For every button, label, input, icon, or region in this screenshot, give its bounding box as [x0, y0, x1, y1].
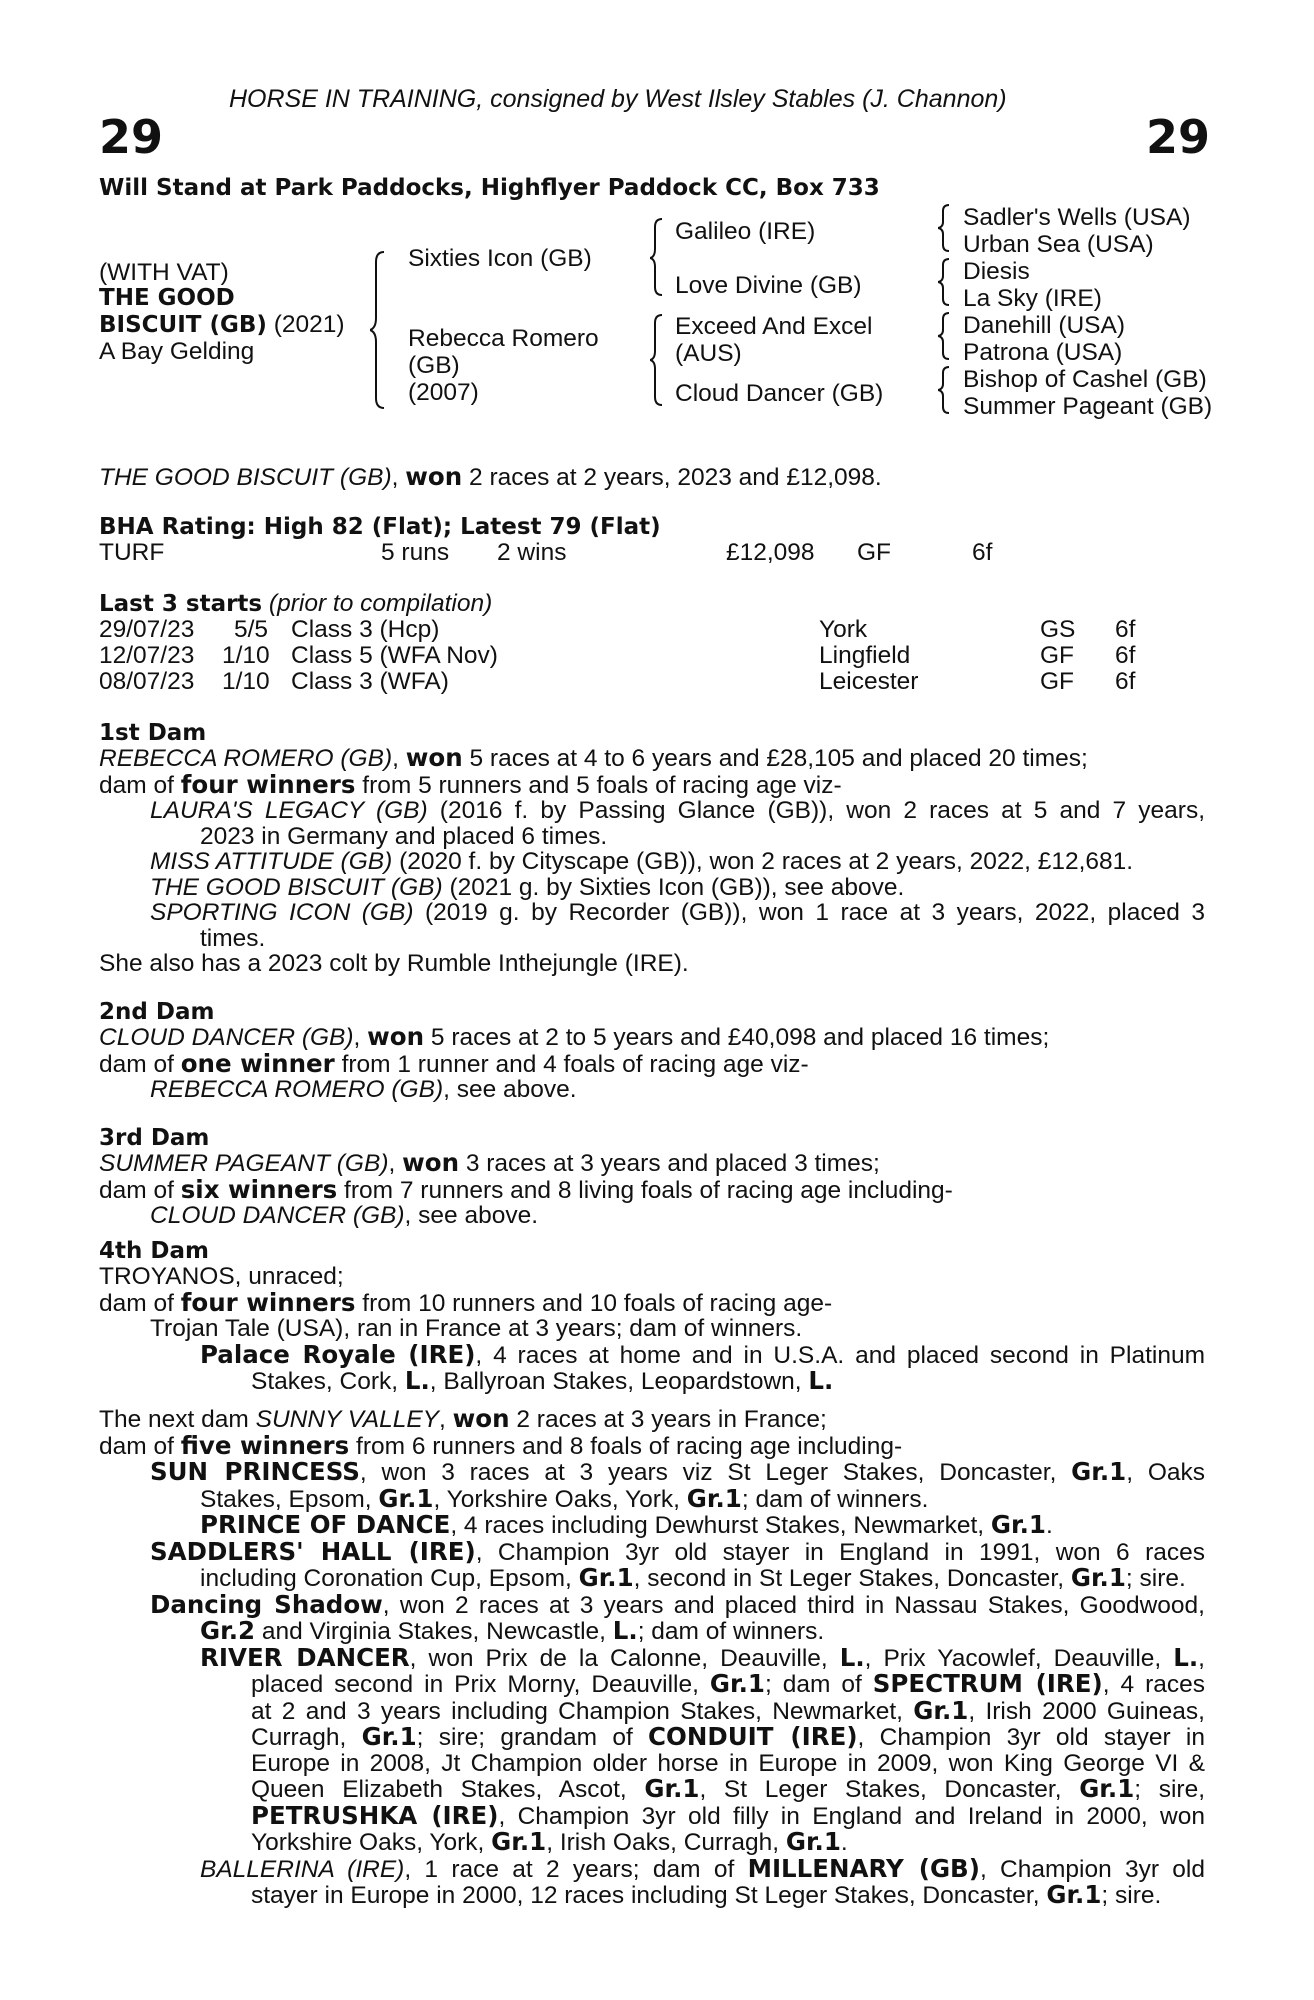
pedigree-sdd: La Sky (IRE): [963, 285, 1102, 312]
dam1-produce: LAURA'S LEGACY (GB) (2016 f. by Passing Glance (GB)), won 2 races at 5 and 7 years,: [150, 797, 1205, 824]
pedigree-ddd: Summer Pageant (GB): [963, 393, 1213, 420]
lot-number-right: 29: [1146, 110, 1211, 164]
pedigree-brace-6: [938, 311, 952, 361]
start-class: Class 5 (WFA Nov): [291, 642, 498, 669]
start-going: GF: [1040, 642, 1075, 669]
pedigree-dam-line2: (GB): [408, 352, 460, 379]
dam4-heading: 4th Dam: [99, 1238, 209, 1264]
pedigree-brace-4: [938, 203, 952, 253]
start-position: 5/5: [234, 616, 269, 643]
start-date: 12/07/23: [99, 642, 195, 669]
rating-surface: TURF: [99, 539, 165, 566]
bha-rating: BHA Rating: High 82 (Flat); Latest 79 (Flat): [99, 514, 661, 540]
pedigree-dsd: Patrona (USA): [963, 339, 1123, 366]
start-class: Class 3 (WFA): [291, 668, 449, 695]
saddlers-hall-entry: SADDLERS' HALL (IRE), Champion 3yr old stayer in England in 1991, won 6 races: [150, 1536, 1205, 1566]
pedigree-dds: Bishop of Cashel (GB): [963, 366, 1207, 393]
start-going: GF: [1040, 668, 1075, 695]
pedigree-dam-line1: Rebecca Romero: [408, 325, 599, 352]
dam1-heading: 1st Dam: [99, 720, 207, 746]
horse-description: A Bay Gelding: [99, 338, 255, 365]
rating-wins: 2 wins: [497, 539, 567, 566]
pedigree-brace-1: [370, 250, 390, 410]
start-date: 08/07/23: [99, 668, 195, 695]
dam1-produce: THE GOOD BISCUIT (GB) (2021 g. by Sixties Icon (GB)), see above.: [150, 873, 905, 901]
pedigree-dss: Danehill (USA): [963, 312, 1126, 339]
pedigree-dam-sire-line1: Exceed And Excel: [675, 313, 873, 340]
start-distance: 6f: [1115, 616, 1136, 643]
rating-earnings: £12,098: [726, 539, 815, 566]
dancing-shadow-entry: Dancing Shadow, won 2 races at 3 years and placed third in Nassau Stakes, Goodwood,: [150, 1589, 1205, 1619]
last-starts-heading: Last 3 starts (prior to compilation): [99, 590, 493, 617]
pedigree-brace-5: [938, 257, 952, 307]
vat-label: (WITH VAT): [99, 259, 229, 286]
race-summary: THE GOOD BISCUIT (GB), won 2 races at 2 years, 2023 and £12,098.: [99, 462, 882, 491]
summary-detail: 2 races at 2 years, 2023 and £12,098.: [462, 464, 882, 491]
start-going: GS: [1040, 616, 1076, 643]
last-starts-table: [99, 617, 1199, 697]
start-distance: 6f: [1115, 642, 1136, 669]
start-class: Class 3 (Hcp): [291, 616, 440, 643]
dam2-block: CLOUD DANCER (GB), won 5 races at 2 to 5 years and £40,098 and placed 16 times; dam of one winner from 1 runner and 4 foals of racing age viz- REBECCA ROMERO (GB), see above.: [99, 1022, 1050, 1103]
rating-distance: 6f: [972, 539, 993, 566]
sun-princess-entry: SUN PRINCESS, won 3 races at 3 years viz St Leger Stakes, Doncaster, Gr.1, Oaks: [150, 1457, 1206, 1486]
pedigree-dam-sire-line2: (AUS): [675, 340, 742, 367]
dam1-produce: MISS ATTITUDE (GB) (2020 f. by Cityscape (GB)), won 2 races at 2 years, 2022, £12,681.: [150, 848, 1134, 875]
consignment-line: HORSE IN TRAINING, consigned by West Ilsley Stables (J. Channon): [229, 85, 1007, 113]
dam4-block: TROYANOS, unraced; dam of four winners from 10 runners and 10 foals of racing age- Trojan Tale (USA), ran in France at 3 years; dam of winners. Palace Royale (IRE), 4 races at home and in U.S.A. and placed second in Platinum Stakes, Cork, L., Ballyroan Stakes, Leopardstown, L.: [99, 1263, 1206, 1395]
prince-of-dance-entry: PRINCE OF DANCE, 4 races including Dewhurst Stakes, Newmarket, Gr.1.: [200, 1510, 1053, 1539]
rating-runs: 5 runs: [381, 539, 450, 566]
start-position: 1/10: [222, 642, 270, 669]
ballerina-entry: BALLERINA (IRE), 1 race at 2 years; dam of MILLENARY (GB), Champion 3yr old: [200, 1853, 1205, 1883]
pedigree-brace-7: [938, 365, 952, 415]
pedigree-sire-dam: Love Divine (GB): [675, 272, 862, 299]
dam3-block: SUMMER PAGEANT (GB), won 3 races at 3 years and placed 3 times; dam of six winners from 7 runners and 8 living foals of racing age including- CLOUD DANCER (GB), see above.: [99, 1148, 953, 1229]
pedigree-brace-2: [650, 217, 666, 297]
start-position: 1/10: [222, 668, 270, 695]
pedigree-dam-line3: (2007): [408, 379, 479, 406]
start-date: 29/07/23: [99, 616, 195, 643]
pedigree-dam-dam: Cloud Dancer (GB): [675, 380, 884, 407]
pedigree-brace-3: [650, 313, 666, 407]
rating-going: GF: [857, 539, 892, 566]
pedigree-sire-sire: Galileo (IRE): [675, 218, 816, 245]
pedigree-sss: Sadler's Wells (USA): [963, 204, 1191, 231]
pedigree-ssd: Urban Sea (USA): [963, 231, 1154, 258]
summary-horse-name: THE GOOD BISCUIT (GB): [99, 464, 392, 491]
horse-name-line2: [99, 312, 345, 338]
start-distance: 6f: [1115, 668, 1136, 695]
dam3-heading: 3rd Dam: [99, 1125, 210, 1151]
pedigree-sire: Sixties Icon (GB): [408, 245, 592, 272]
horse-year: (2021): [266, 311, 345, 338]
dam1-produce: SPORTING ICON (GB) (2019 g. by Recorder (GB)), won 1 race at 3 years, 2022, placed 3: [150, 899, 1205, 926]
river-dancer-entry: RIVER DANCER, won Prix de la Calonne, Deauville, L., Prix Yacowlef, Deauville, L.,: [200, 1642, 1205, 1672]
horse-name: BISCUIT (GB): [99, 312, 267, 338]
pedigree-sds: Diesis: [963, 258, 1030, 285]
summary-won: won: [405, 462, 463, 491]
location-line: Will Stand at Park Paddocks, Highflyer Paddock CC, Box 733: [99, 175, 880, 201]
start-course: Leicester: [819, 668, 919, 695]
dam2-heading: 2nd Dam: [99, 999, 215, 1025]
next-dam-block: The next dam SUNNY VALLEY, won 2 races at 3 years in France; dam of five winners from 6 runners and 8 foals of racing age including- SUN PRINCESS, won 3 races at 3 years viz St Leger Stakes, Doncaster, Gr.1, Oaks Stakes, Epsom, Gr.1, Yorkshire Oaks, York, Gr.1; dam of winners. PRINCE OF DANCE, 4 races including Dewhurst Stakes, Newmarket, Gr.1. SADDLERS' HALL (IRE), Champion 3yr old stayer in England in 1991, won 6 races including Coronation Cup, Epsom, Gr.1, second in St Leger Stakes, Doncaster, Gr.1; sire. Dancing Shadow, won 2 races at 3 years and placed third in Nassau Stakes, Goodwood, Gr.2 and Virginia Stakes, Newcastle, L.; dam of winners. RIVER DANCER, won Prix de la Calonne, Deauville, L., Prix Yacowlef, Deauville, L., placed second in Prix Morny, Deauville, Gr.1; dam of SPECTRUM (IRE), 4 races at 2 and 3 years including Champion Stakes, Newmarket, Gr.1, Irish 2000 Guineas, Curragh, Gr.1; sire; grandam of CONDUIT (IRE), Champion 3yr old stayer in Europe in 2008, Jt Champion older horse in Europe in 2009, won King George VI & Queen Elizabeth Stakes, Ascot, Gr.1, St Leger Stakes, Doncaster, Gr.1; sire, PETRUSHKA (IRE), Champion 3yr old filly in England and Ireland in 2000, won Yorkshire Oaks, York, Gr.1, Irish Oaks, Curragh, Gr.1. BALLERINA (IRE), 1 race at 2 years; dam of MILLENARY (GB), Champion 3yr old stayer in Europe in 2000, 12 races including St Leger Stakes, Doncaster, Gr.1; sire.: [99, 1404, 1206, 1909]
start-course: York: [819, 616, 868, 643]
start-course: Lingfield: [819, 642, 911, 669]
horse-name-line1: THE GOOD: [99, 285, 235, 311]
lot-number-left: 29: [99, 110, 164, 164]
dam1-block: REBECCA ROMERO (GB), won 5 races at 4 to 6 years and £28,105 and placed 20 times; dam of four winners from 5 runners and 5 foals of racing age viz- LAURA'S LEGACY (GB) (2016 f. by Passing Glance (GB)), won 2 races at 5 and 7 years, 2023 in Germany and placed 6 times. MISS ATTITUDE (GB) (2020 f. by Cityscape (GB)), won 2 races at 2 years, 2022, £12,681. THE GOOD BISCUIT (GB) (2021 g. by Sixties Icon (GB)), see above. SPORTING ICON (GB) (2019 g. by Recorder (GB)), won 1 race at 3 years, 2022, placed 3 times. She also has a 2023 colt by Rumble Inthejungle (IRE).: [99, 743, 1205, 977]
